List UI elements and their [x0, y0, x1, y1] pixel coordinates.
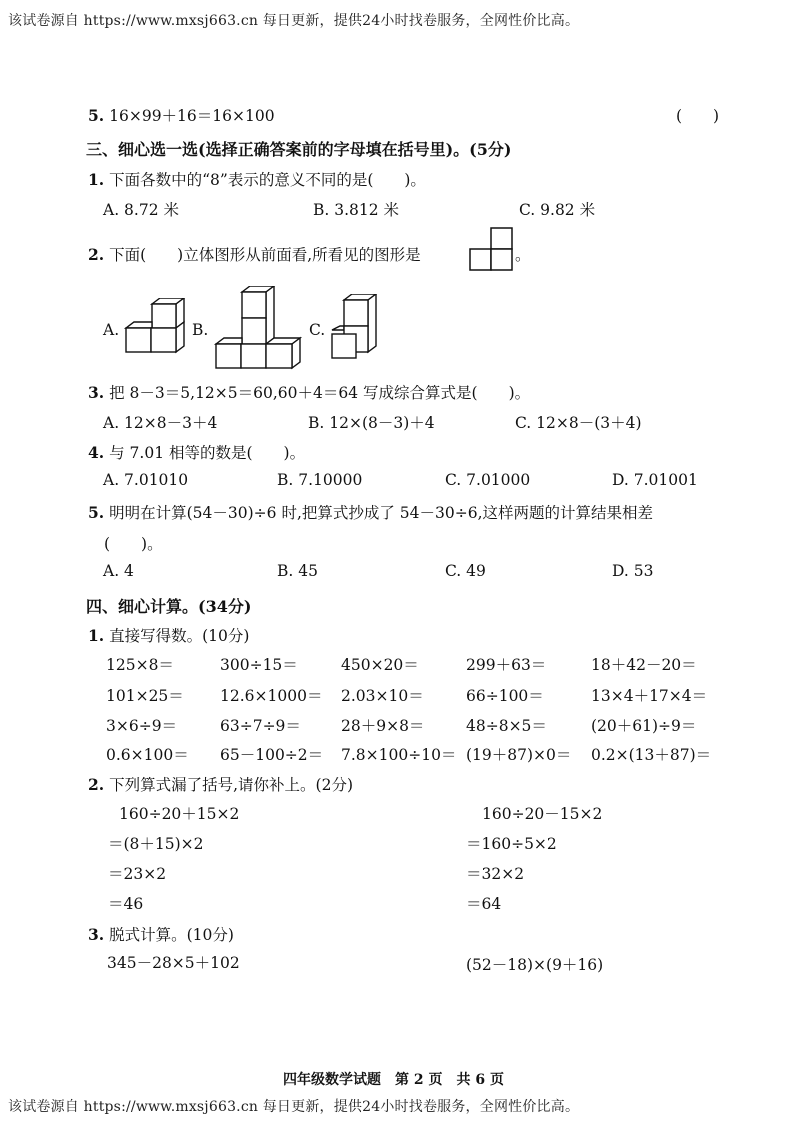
question-number: 4. — [88, 443, 105, 462]
option-c: C. 49 — [445, 562, 486, 580]
choice-question-5 — [88, 501, 653, 523]
solid-figure-c — [330, 294, 380, 362]
calc-item: 3×6÷9＝ — [106, 717, 178, 735]
question-number: 3. — [88, 383, 105, 402]
right-expression-line: ＝64 — [466, 895, 502, 913]
option-b: B. 3.812 米 — [313, 201, 400, 219]
calc-item: 450×20＝ — [341, 656, 419, 674]
question-number: 5. — [88, 503, 105, 522]
option-b: B. 45 — [277, 562, 318, 580]
calc-question-2 — [88, 773, 353, 795]
right-expression-line: ＝32×2 — [466, 865, 525, 883]
left-expression-line: 160÷20＋15×2 — [119, 805, 240, 823]
calc-item: 0.2×(13＋87)＝ — [591, 746, 712, 764]
question-text: 明明在计算(54－30)÷6 时,把算式抄成了 54－30÷6,这样两题的计算结果相差 — [109, 504, 654, 522]
calc-item: 12.6×1000＝ — [220, 687, 323, 705]
question-number: 2. — [88, 245, 105, 264]
calc-item: 101×25＝ — [106, 687, 184, 705]
answer-paren: ( ) — [676, 107, 720, 125]
page-footer: 四年级数学试题 第 2 页 共 6 页 — [283, 1072, 504, 1088]
bottom-banner: 该试卷源自 https://www.mxsj663.cn 每日更新，提供24小时找卷服务，全网性价比高。 — [8, 1099, 580, 1115]
question-text: 把 8－3＝5,12×5＝60,60＋4＝64 写成综合算式是( )。 — [109, 384, 531, 402]
option-c: C. 9.82 米 — [519, 201, 596, 219]
calc-item: 48÷8×5＝ — [466, 717, 547, 735]
calc-question-3 — [88, 923, 234, 945]
question-number: 5. — [88, 106, 105, 125]
right-expression-line: ＝160÷5×2 — [466, 835, 557, 853]
calc-item: 28＋9×8＝ — [341, 717, 425, 735]
option-b: B. 7.10000 — [277, 471, 363, 489]
calc-item: 18＋42－20＝ — [591, 656, 697, 674]
calc-item: 125×8＝ — [106, 656, 174, 674]
section-3-title: 三、细心选一选(选择正确答案前的字母填在括号里)。(5分) — [86, 140, 512, 159]
calc-item: (20＋61)÷9＝ — [591, 717, 697, 735]
question-text: 与 7.01 相等的数是( )。 — [109, 444, 306, 462]
calc-question-1 — [88, 624, 249, 646]
calc-item: 66÷100＝ — [466, 687, 544, 705]
step-calc-expression: (52－18)×(9＋16) — [466, 956, 604, 974]
question-number: 1. — [88, 626, 105, 645]
choice-question-3 — [88, 381, 530, 403]
option-c: C. 7.01000 — [445, 471, 531, 489]
option-a: A. 4 — [103, 562, 134, 580]
top-banner: 该试卷源自 https://www.mxsj663.cn 每日更新，提供24小时找卷服务，全网性价比高。 — [8, 13, 580, 29]
section-4-title: 四、细心计算。(34分) — [86, 597, 252, 616]
step-calc-expression: 345－28×5＋102 — [107, 954, 240, 972]
choice-question-2 — [88, 243, 421, 265]
left-expression-line: ＝46 — [108, 895, 144, 913]
question-text: 下面( )立体图形从前面看,所看见的图形是 — [109, 246, 421, 264]
solid-figure-a — [124, 298, 188, 356]
front-view-shape — [468, 226, 514, 272]
left-expression-line: ＝(8＋15)×2 — [108, 835, 204, 853]
option-d: D. 53 — [612, 562, 654, 580]
question-text: 直接写得数。(10分) — [109, 627, 250, 645]
figure-label-b: B. — [192, 321, 209, 339]
calc-item: 299＋63＝ — [466, 656, 547, 674]
calc-item: (19＋87)×0＝ — [466, 746, 572, 764]
calc-item: 0.6×100＝ — [106, 746, 189, 764]
calc-item: 13×4＋17×4＝ — [591, 687, 708, 705]
question-number: 1. — [88, 170, 105, 189]
choice-question-4 — [88, 441, 305, 463]
option-d: D. 7.01001 — [612, 471, 698, 489]
calc-item: 2.03×10＝ — [341, 687, 424, 705]
option-a: A. 7.01010 — [103, 471, 189, 489]
calc-item: 63÷7÷9＝ — [220, 717, 301, 735]
option-a: A. 12×8－3＋4 — [103, 414, 218, 432]
question-text-end: 。 — [515, 246, 531, 264]
calc-item: 300÷15＝ — [220, 656, 298, 674]
question-text: 16×99＋16＝16×100 — [109, 107, 275, 125]
option-a: A. 8.72 米 — [103, 201, 179, 219]
left-expression-line: ＝23×2 — [108, 865, 167, 883]
option-b: B. 12×(8－3)＋4 — [308, 414, 435, 432]
question-number: 2. — [88, 775, 105, 794]
right-expression-line: 160÷20－15×2 — [482, 805, 603, 823]
true-false-question-5 — [88, 104, 275, 126]
option-c: C. 12×8－(3＋4) — [515, 414, 642, 432]
figure-label-c: C. — [309, 321, 326, 339]
question-text: 下面各数中的“8”表示的意义不同的是( )。 — [109, 171, 426, 189]
figure-label-a: A. — [103, 321, 120, 339]
calc-item: 65－100÷2＝ — [220, 746, 324, 764]
question-text-line-2: ( )。 — [104, 535, 163, 553]
question-text: 脱式计算。(10分) — [109, 926, 234, 944]
calc-item: 7.8×100÷10＝ — [341, 746, 457, 764]
choice-question-1 — [88, 168, 426, 190]
question-text: 下列算式漏了括号,请你补上。(2分) — [109, 776, 354, 794]
solid-figure-b — [214, 286, 304, 370]
question-number: 3. — [88, 925, 105, 944]
